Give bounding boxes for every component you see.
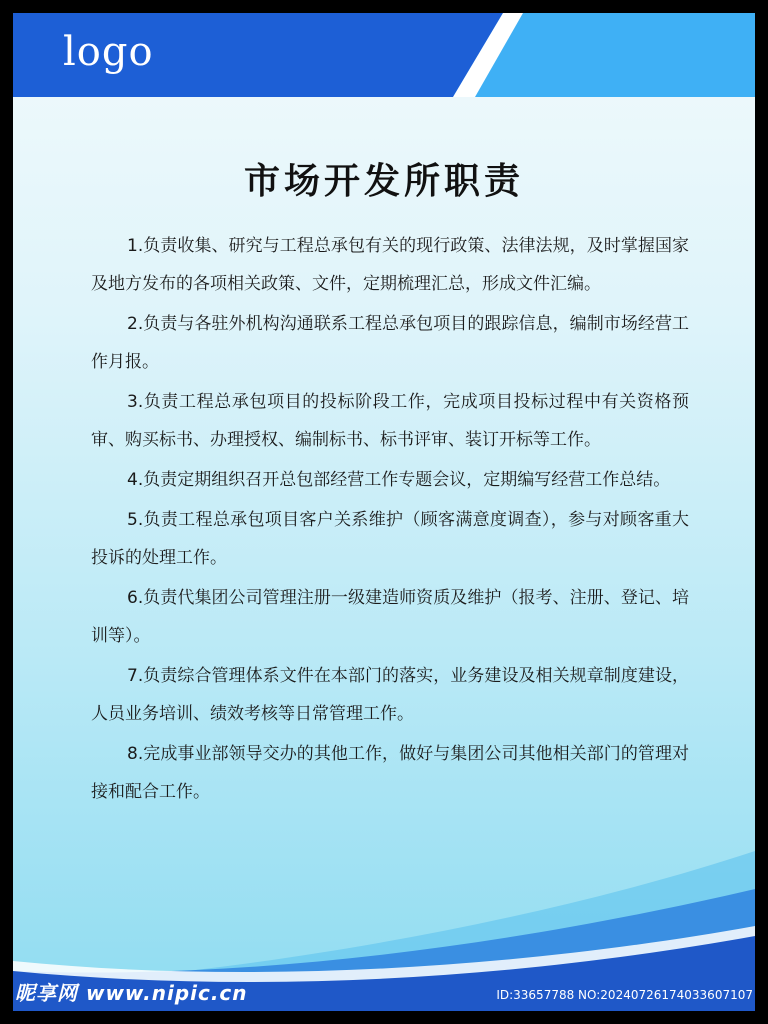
duty-item: 6.负责代集团公司管理注册一级建造师资质及维护（报考、注册、登记、培训等）。 xyxy=(91,588,689,646)
duty-item: 3.负责工程总承包项目的投标阶段工作，完成项目投标过程中有关资格预审、购买标书、办理授权、编制标书、标书评审、装订开标等工作。 xyxy=(91,392,689,450)
duty-item: 7.负责综合管理体系文件在本部门的落实，业务建设及相关规章制度建设，人员业务培训、绩效考核等日常管理工作。 xyxy=(91,666,689,724)
duty-item: 5.负责工程总承包项目客户关系维护（顾客满意度调查），参与对顾客重大投诉的处理工作。 xyxy=(91,510,689,568)
logo-text: logo xyxy=(63,29,154,75)
poster xyxy=(13,13,755,1011)
duties-list xyxy=(91,227,689,813)
duty-item: 1.负责收集、研究与工程总承包有关的现行政策、法律法规，及时掌握国家及地方发布的各项相关政策、文件，定期梳理汇总，形成文件汇编。 xyxy=(91,236,689,294)
watermark-id: ID:33657788 NO:20240726174033607107 xyxy=(496,988,753,1002)
page-title: 市场开发所职责 xyxy=(243,161,524,202)
duty-item: 2.负责与各驻外机构沟通联系工程总承包项目的跟踪信息，编制市场经营工作月报。 xyxy=(91,314,689,372)
duty-item: 8.完成事业部领导交办的其他工作，做好与集团公司其他相关部门的管理对接和配合工作。 xyxy=(91,744,689,802)
duty-item: 4.负责定期组织召开总包部经营工作专题会议，定期编写经营工作总结。 xyxy=(127,470,671,490)
watermark-site: 昵享网 www.nipic.cn xyxy=(15,981,248,1005)
